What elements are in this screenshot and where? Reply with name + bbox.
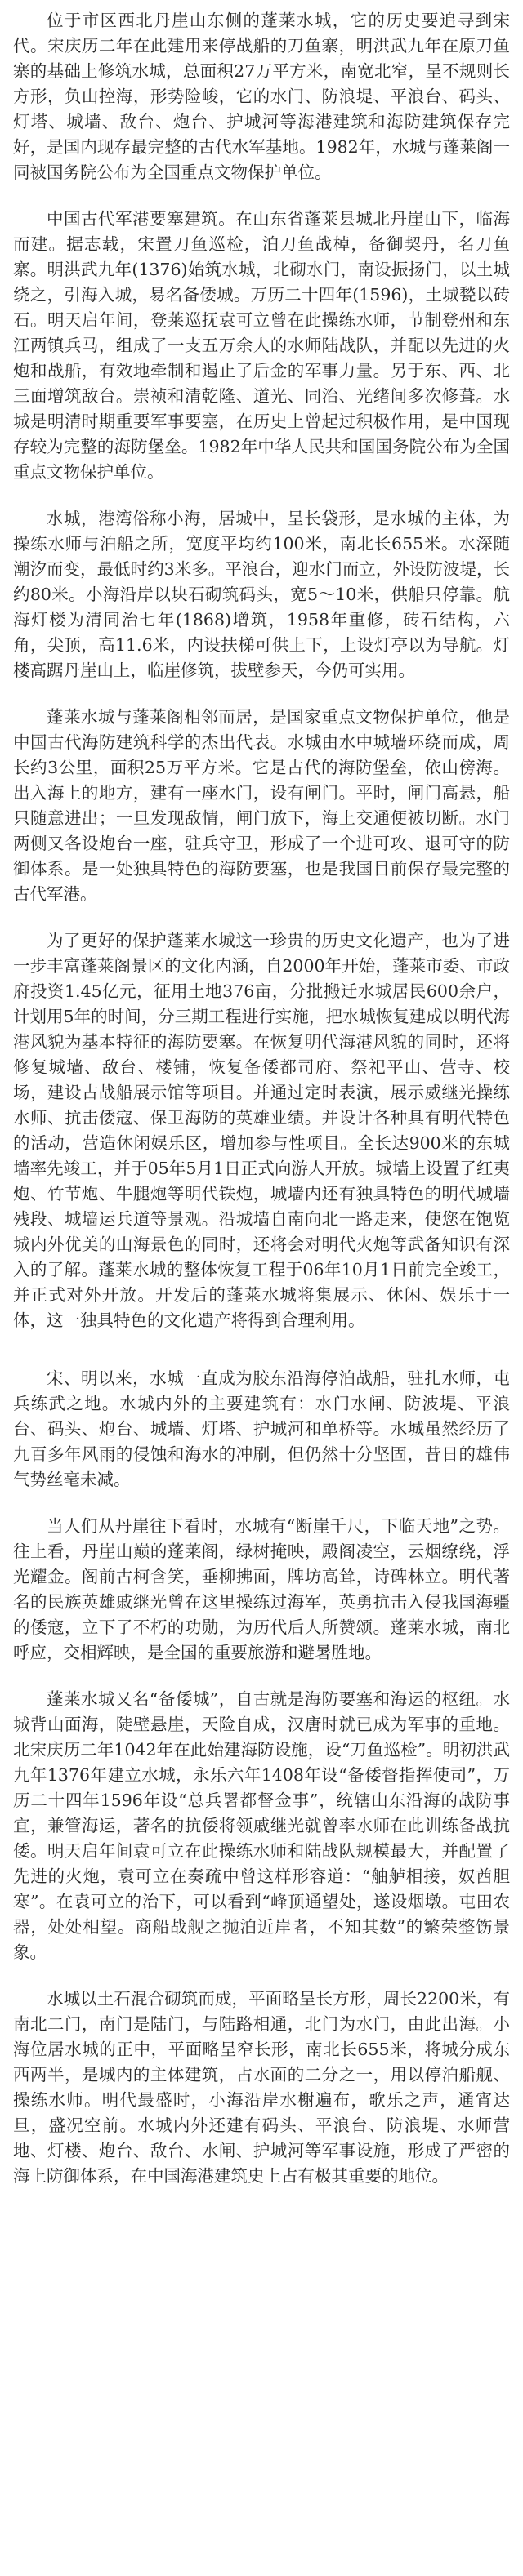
paragraph-song-ming-garrison: 宋、明以来，水城一直成为胶东沿海停泊战船，驻扎水师，屯兵练武之地。水城内外的主要建筑有：水门水闸、防波堤、平浪台、码头、炮台、城墙、灯塔、护城河和单桥等。水城虽然经历了九百多年风雨的侵蚀和海水的冲刷，但仍然十分坚固，昔日的雄伟气势丝毫未减。 <box>13 1368 510 1489</box>
paragraph-history-overview: 位于市区西北丹崖山东侧的蓬莱水城，它的历史要追寻到宋代。宋庆历二年在此建用来停战船的刀鱼寨，明洪武九年在原刀鱼寨的基础上修筑水城，总面积27万平方米，南宽北窄，呈不规则长方形，负山控海，形势险峻，它的水门、防浪堤、平浪台、码头、灯塔、城墙、敌台、炮台、护城河等海港建筑和海防建筑保存完好，是国内现存最完整的古代水军基地。1982年，水城与蓬莱阁一同被国务院公布为全国重点文物保护单位。 <box>13 11 510 182</box>
paragraph-restoration-project: 为了更好的保护蓬莱水城这一珍贵的历史文化遗产，也为了进一步丰富蓬莱阁景区的文化内涵，自2000年开始，蓬莱市委、市政府投资1.45亿元，征用土地376亩，分批搬迁水城居民600余户，计划用5年的时间，分三期工程进行实施，把水城恢复建成以明代海港风貌为基本特征的海防要塞。在恢复明代海港风貌的同时，还将修复城墙、敌台、楼铺，恢复备倭都司府、祭祀平山、营寺、校场，建设古战船展示馆等项目。并通过定时表演，展示威继光操练水师、抗击倭寇、保卫海防的英雄业绩。并设计各种具有明代特色的活动，营造休闲娱乐区，增加参与性项目。全长达900米的东城墙率先竣工，并于05年5月1日正式向游人开放。城墙上设置了红夷炮、竹节炮、牛腿炮等明代铁炮，城墙内还有独具特色的明代城墙残段、城墙运兵道等景观。沿城墙自南向北一路走来，使您在饱览城内外优美的山海景色的同时，还将会对明代火炮等武备知识有深入的了解。蓬莱水城的整体恢复工程于06年10月1日前完全竣工，并正式对外开放。开发后的蓬莱水城将集展示、休闲、娱乐于一体，这一独具特色的文化遗产将得到合理利用。 <box>13 931 510 1330</box>
paragraph-defense-system: 蓬莱水城与蓬莱阁相邻而居，是国家重点文物保护单位，他是中国古代海防建筑科学的杰出代表。水城由水中城墙环绕而成，周长约3公里，面积25万平方米。它是古代的海防堡垒，依山傍海。出入海上的地方，建有一座水门，设有闸门。平时，闸门高悬，船只随意进出；一旦发现敌情，闸门放下，海上交通便被切断。水门两侧又各设炮台一座，驻兵守卫，形成了一个进可攻、退可守的防御体系。是一处独具特色的海防要塞，也是我国目前保存最完整的古代军港。 <box>13 707 510 904</box>
paragraph-city-layout: 水城以土石混合砌筑而成，平面略呈长方形，周长2200米，有南北二门，南门是陆门，与陆路相通，北门为水门，由此出海。小海位居水城的正中，平面略呈窄长形，南北长655米，将城分成东西两半，是城内的主体建筑，占水面的二分之一，用以停泊船舰、操练水师。明代最盛时，小海沿岸水榭遍布，歌乐之声，通宵达旦，盛况空前。水城内外还建有码头、平浪台、防浪堤、水师营地、灯楼、炮台、敌台、水闸、护城河等军事设施，形成了严密的海上防御体系，在中国海港建筑史上占有极其重要的地位。 <box>13 1989 510 2186</box>
paragraph-scenic-view: 当人们从丹崖往下看时，水城有“断崖千尺，下临天地”之势。往上看，丹崖山巅的蓬莱阁，绿树掩映，殿阁凌空，云烟缭绕，浮光耀金。阁前古柯含笑，垂柳拂面，牌坊高耸，诗碑林立。明代著名的民族英雄戚继光曾在这里操练过海军，英勇抗击入侵我国海疆的倭寇，立下了不朽的功勋，为历代后人所赞颂。蓬莱水城，南北呼应，交相辉映，是全国的重要旅游和避暑胜地。 <box>13 1516 510 1662</box>
paragraph-harbor-structure: 水城，港湾俗称小海，居城中，呈长袋形，是水城的主体，为操练水师与泊船之所，宽度平均约100米，南北长655米。水深随潮汐而变，最低时约3米多。平浪台，迎水门而立，外设防波堤，长约80米。小海沿岸以块石砌筑码头，宽5～10米，供船只停靠。航海灯楼为清同治七年(1868)增筑，1958年重修，砖石结构，六角，尖顶，高11.6米，内设扶梯可供上下，上设灯亭以为导航。灯楼高踞丹崖山上，临崖修筑，拔壁参天，今仍可实用。 <box>13 509 510 680</box>
paragraph-beiwo-city: 蓬莱水城又名“备倭城”，自古就是海防要塞和海运的枢纽。水城背山面海，陡壁悬崖，天险自成，汉唐时就已成为军事的重地。北宋庆历二年1042年在此始建海防设施，设“刀鱼巡检”。明初洪武九年1376年建立水城，永乐六年1408年设“备倭督指挥使司”，万历二十四年1596年设“总兵署都督佥事”，统辖山东沿海的战防事宜，兼管海运，著名的抗倭将领戚继光就曾率水师在此训练备战抗倭。明天启年间袁可立在此操练水师和陆战队规模最大，并配置了先进的火炮，袁可立在奏疏中曾这样形容道：“舳舻相接，奴酋胆寒”。在袁可立的治下，可以看到“峰顶通望处，遂设烟墩。屯田农器，处处相望。商船战舰之抛泊近岸者，不知其数”的繁荣整饬景象。 <box>13 1689 510 1962</box>
paragraph-military-port: 中国古代军港要塞建筑。在山东省蓬莱县城北丹崖山下，临海而建。据志载，宋置刀鱼巡检，泊刀鱼战棹，备御契丹，名刀鱼寨。明洪武九年(1376)始筑水城，北砌水门，南设振扬门，以土城绕之，引海入城，易名备倭城。万历二十四年(1596)，土城甃以砖石。明天启年间，登莱巡抚袁可立曾在此操练水师，节制登州和东江两镇兵马，组成了一支五万余人的水师陆战队，并配以先进的火炮和战船，有效地牵制和遏止了后金的军事力量。另于东、西、北三面增筑敌台。崇祯和清乾隆、道光、同治、光绪间多次修葺。水城是明清时期重要军事要塞，在历史上曾起过积极作用，是中国现存较为完整的海防堡垒。1982年中华人民共和国国务院公布为全国重点文物保护单位。 <box>13 209 510 482</box>
